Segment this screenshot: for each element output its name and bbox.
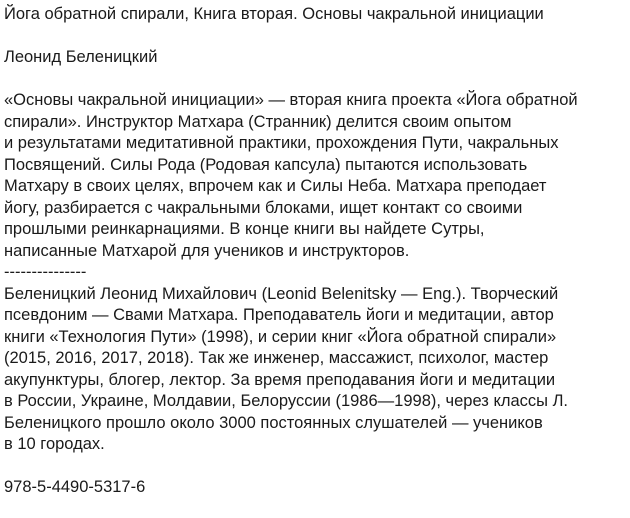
description-line: Посвящений. Силы Рода (Родовая капсула) пытаются использовать xyxy=(4,155,528,174)
spacer xyxy=(4,69,628,91)
isbn: 978-5-4490-5317-6 xyxy=(4,478,146,496)
description-line: написанные Матхарой для учеников и инструкторов. xyxy=(4,241,410,260)
bio-line: книги «Технология Пути» (1998), и серии книг «Йога обратной спирали» xyxy=(4,327,557,346)
separator-line: --------------- xyxy=(4,263,87,281)
bio-line: акупунктуры, блогер, лектор. За время преподавания йоги и медитации xyxy=(4,370,556,389)
description-line: прошлыми реинкарнациями. В конце книги вы найдете Сутры, xyxy=(4,220,485,238)
bio-line: в 10 городах. xyxy=(4,435,105,453)
author-name: Леонид Беленицкий xyxy=(4,48,158,66)
spacer xyxy=(4,26,628,48)
author-bio-paragraph xyxy=(4,284,628,456)
description-line: и результатами медитативной практики, прохождения Пути, чакральных xyxy=(4,134,559,152)
bio-line: Беленицкий Леонид Михайлович (Leonid Belenitsky — Eng.). Творческий xyxy=(4,284,559,303)
description-line: «Основы чакральной инициации» — вторая книга проекта «Йога обратной xyxy=(4,91,578,109)
bio-line: псевдоним — Свами Матхара. Преподаватель йоги и медитации, автор xyxy=(4,306,554,324)
bio-line: в России, Украине, Молдавии, Белоруссии (1986—1998), через классы Л. xyxy=(4,392,569,410)
bio-line: (2015, 2016, 2017, 2018). Так же инженер, массажист, психолог, мастер xyxy=(4,349,549,367)
spacer xyxy=(4,456,628,478)
description-line: спирали». Инструктор Матхара (Странник) делится своим опытом xyxy=(4,112,512,131)
description-line: Матхару в своих целях, впрочем как и Силы Неба. Матхара преподает xyxy=(4,177,547,195)
description-line: йогу, разбирается с чакральными блоками, ищет контакт со своими xyxy=(4,198,523,217)
description-paragraph xyxy=(4,90,628,262)
document-page xyxy=(4,4,628,499)
bio-line: Беленицкого прошло около 3000 постоянных слушателей — учеников xyxy=(4,413,543,432)
book-title: Йога обратной спирали, Книга вторая. Основы чакральной инициации xyxy=(4,5,544,23)
